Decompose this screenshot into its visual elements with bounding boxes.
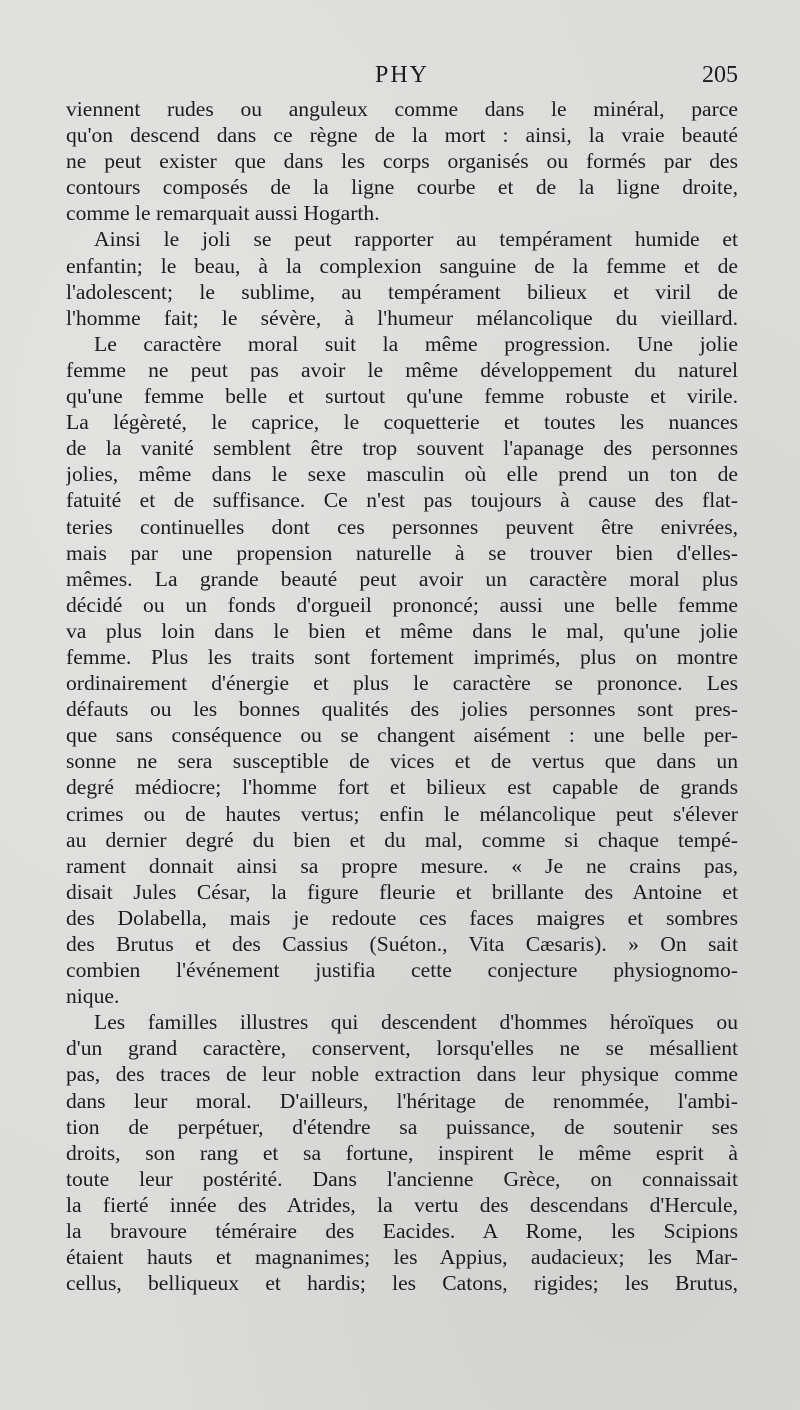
text-line: d'un grand caractère, conservent, lorsqu'elles ne se mésallient (66, 1036, 738, 1061)
text-line: la bravoure téméraire des Eacides. A Rome, les Scipions (66, 1219, 738, 1244)
text-line: cellus, belliqueux et hardis; les Catons, rigides; les Brutus, (66, 1271, 738, 1296)
running-header (66, 62, 738, 92)
text-line: teries continuelles dont ces personnes peuvent être enivrées, (66, 514, 738, 539)
text-line: qu'une femme belle et surtout qu'une femme robuste et virile. (66, 384, 738, 409)
text-line: mêmes. La grande beauté peut avoir un caractère moral plus (66, 566, 738, 591)
text-line: étaient hauts et magnanimes; les Appius, audacieux; les Mar- (66, 1245, 738, 1270)
text-line: de la vanité semblent être trop souvent l'apanage des personnes (66, 436, 738, 461)
text-line: droits, son rang et sa fortune, inspirent le même esprit à (66, 1140, 738, 1165)
text-line: contours composés de la ligne courbe et de la ligne droite, (66, 175, 738, 200)
text-line: femme ne peut pas avoir le même développement du naturel (66, 357, 738, 382)
text-line: ne peut exister que dans les corps organisés ou formés par des (66, 149, 738, 174)
text-line: rament donnait ainsi sa propre mesure. « Je ne crains pas, (66, 853, 738, 878)
text-line: dans leur moral. D'ailleurs, l'héritage de renommée, l'ambi- (66, 1088, 738, 1113)
text-line: mais par une propension naturelle à se trouver bien d'elles- (66, 540, 738, 565)
text-line: enfantin; le beau, à la complexion sanguine de la femme et de (66, 253, 738, 278)
text-line: degré médiocre; l'homme fort et bilieux est capable de grands (66, 775, 738, 800)
text-line: décidé ou un fonds d'orgueil prononcé; aussi une belle femme (66, 592, 738, 617)
text-line: des Brutus et des Cassius (Suéton., Vita Cæsaris). » On sait (66, 932, 738, 956)
text-line: défauts ou les bonnes qualités des jolies personnes sont pres- (66, 697, 738, 722)
text-line: des Dolabella, mais je redoute ces faces maigres et sombres (66, 905, 738, 930)
text-line: l'adolescent; le sublime, au tempérament bilieux et viril de (66, 279, 738, 304)
text-line: toute leur postérité. Dans l'ancienne Grèce, on connaissait (66, 1166, 738, 1191)
text-line: fatuité et de suffisance. Ce n'est pas toujours à cause des flat- (66, 488, 738, 513)
text-line: la fierté innée des Atrides, la vertu des descendans d'Hercule, (66, 1192, 738, 1217)
text-line: combien l'événement justifia cette conjecture physiognomo- (66, 958, 738, 983)
text-line: que sans conséquence ou se changent aisément : une belle per- (66, 723, 738, 748)
text-line: Les familles illustres qui descendent d'hommes héroïques ou (94, 1010, 738, 1035)
body-text (66, 96, 738, 1296)
text-line: disait Jules César, la figure fleurie et brillante des Antoine et (66, 879, 738, 904)
text-line: l'homme fait; le sévère, à l'humeur mélancolique du vieillard. (66, 305, 738, 330)
text-line: femme. Plus les traits sont fortement imprimés, plus on montre (66, 644, 738, 669)
text-line: tion de perpétuer, d'étendre sa puissance, de soutenir ses (66, 1114, 738, 1139)
text-line: pas, des traces de leur noble extraction dans leur physique comme (66, 1062, 738, 1087)
text-line: au dernier degré du bien et du mal, comme si chaque tempé- (66, 827, 738, 852)
text-line: qu'on descend dans ce règne de la mort : ainsi, la vraie beauté (66, 123, 738, 148)
text-line: crimes ou de hautes vertus; enfin le mélancolique peut s'élever (66, 801, 738, 826)
page-number: 205 (702, 62, 738, 88)
text-line: ordinairement d'énergie et plus le caractère se prononce. Les (66, 671, 738, 696)
running-title: PHY (374, 62, 429, 88)
text-line: Le caractère moral suit la même progression. Une jolie (94, 331, 738, 356)
text-line: comme le remarquait aussi Hogarth. (66, 201, 380, 226)
text-line: Ainsi le joli se peut rapporter au tempérament humide et (94, 227, 738, 252)
text-line: viennent rudes ou anguleux comme dans le minéral, parce (66, 97, 738, 121)
text-line: nique. (66, 984, 120, 1009)
text-line: sonne ne sera susceptible de vices et de vertus que dans un (66, 749, 738, 774)
text-line: va plus loin dans le bien et même dans le mal, qu'une jolie (66, 618, 738, 643)
text-line: La légèreté, le caprice, le coquetterie et toutes les nuances (66, 410, 738, 435)
text-line: jolies, même dans le sexe masculin où elle prend un ton de (66, 462, 738, 487)
